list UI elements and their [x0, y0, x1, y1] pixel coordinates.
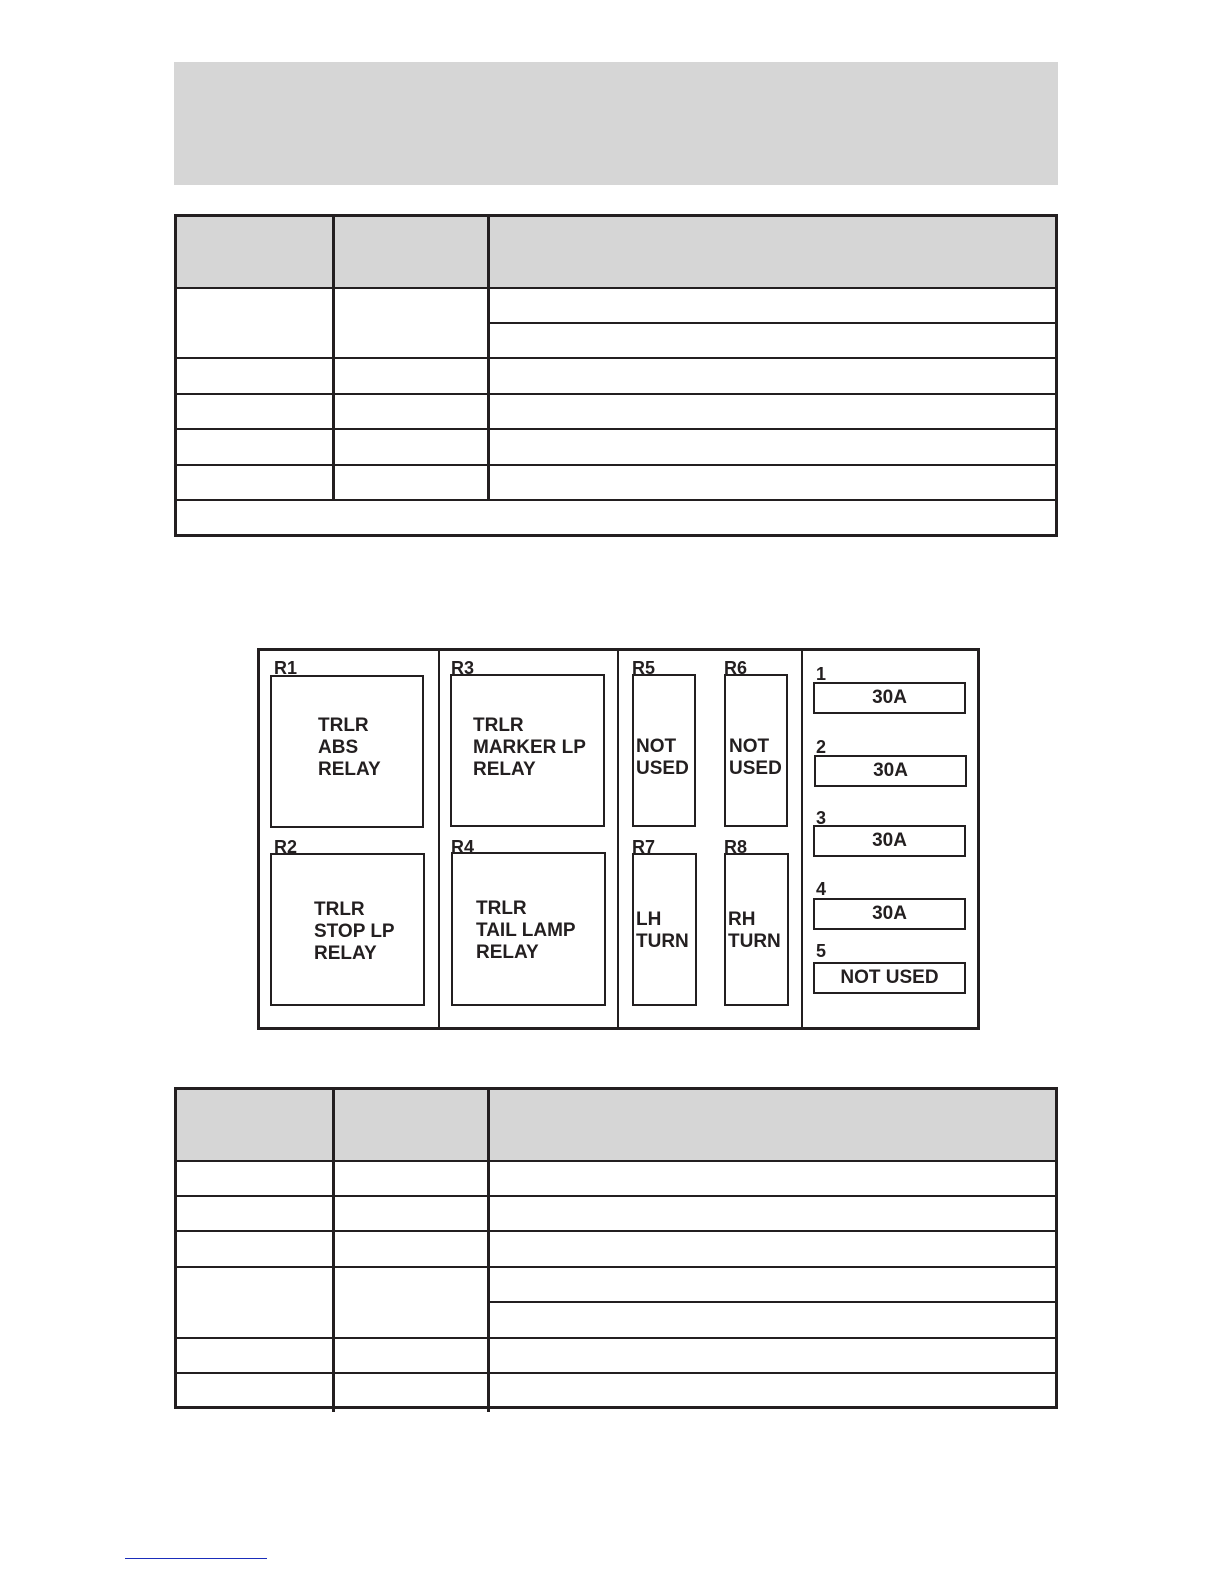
- relay-id-label: R4: [451, 837, 475, 857]
- table-row-divider: [489, 1301, 1055, 1303]
- section-divider: [617, 651, 619, 1027]
- relay-r2-label: [314, 899, 395, 965]
- relay-label-line: TRLR: [314, 899, 365, 920]
- table-row-divider: [177, 1195, 1055, 1197]
- table-header-row: [177, 217, 1055, 287]
- fuse-id-label: 5: [816, 941, 827, 961]
- table-row-divider: [177, 287, 1055, 289]
- relay-label-line: TURN: [728, 931, 781, 952]
- fuse-1: 30A: [813, 682, 966, 714]
- column-divider: [487, 1090, 490, 1412]
- fuse-4: 30A: [813, 898, 966, 930]
- relay-id-label: R2: [274, 837, 298, 857]
- relay-label-line: NOT: [636, 736, 677, 757]
- fuse-id-label: 3: [816, 808, 827, 828]
- relay-r7-label: [636, 909, 689, 953]
- relay-label-line: RELAY: [476, 942, 539, 963]
- relay-r8-label: [728, 909, 781, 953]
- table-row-divider: [489, 322, 1055, 324]
- fuse-id-label: 1: [816, 664, 827, 684]
- table-row-divider: [177, 1337, 1055, 1339]
- fuse-2: 30A: [814, 755, 967, 787]
- table-row-divider: [177, 393, 1055, 395]
- relay-label-line: STOP LP: [314, 921, 395, 942]
- relay-r5-label: [636, 736, 689, 780]
- table-row-divider: [177, 357, 1055, 359]
- fuse-table-lower: [174, 1087, 1058, 1409]
- fuse-3: 30A: [813, 825, 966, 857]
- table-row-divider: [177, 1230, 1055, 1232]
- relay-label-line: MARKER LP: [473, 737, 586, 758]
- relay-r1-label: [318, 715, 381, 781]
- footer-link-underline: [125, 1558, 267, 1559]
- relay-label-line: RH: [728, 909, 756, 930]
- relay-id-label: R1: [274, 658, 298, 678]
- relay-label-line: TAIL LAMP: [476, 920, 576, 941]
- relay-label-line: TRLR: [318, 715, 369, 736]
- fuse-id-label: 4: [816, 879, 827, 899]
- relay-r6-label: [729, 736, 782, 780]
- column-divider: [332, 1090, 335, 1412]
- relay-label-line: TRLR: [473, 715, 524, 736]
- relay-r3-label: [473, 715, 586, 781]
- fuse-5: NOT USED: [813, 962, 966, 994]
- table-row-divider: [177, 464, 1055, 466]
- relay-fuse-box-diagram: [257, 648, 980, 1030]
- table-row-divider: [177, 1372, 1055, 1374]
- table-row-divider: [177, 499, 1055, 501]
- relay-label-line: TRLR: [476, 898, 527, 919]
- page-header-band: [174, 62, 1058, 185]
- relay-label-line: TURN: [636, 931, 689, 952]
- fuse-table-upper: [174, 214, 1058, 537]
- relay-label-line: ABS: [318, 737, 359, 758]
- table-row-divider: [177, 1160, 1055, 1162]
- relay-id-label: R7: [632, 837, 656, 857]
- section-divider: [801, 651, 803, 1027]
- relay-label-line: RELAY: [318, 759, 381, 780]
- relay-label-line: USED: [729, 758, 782, 779]
- relay-id-label: R3: [451, 658, 475, 678]
- relay-id-label: R8: [724, 837, 748, 857]
- relay-label-line: NOT: [729, 736, 770, 757]
- fuse-id-label: 2: [816, 737, 827, 757]
- relay-label-line: LH: [636, 909, 662, 930]
- table-row-divider: [177, 428, 1055, 430]
- table-header-row: [177, 1090, 1055, 1160]
- relay-label-line: USED: [636, 758, 689, 779]
- relay-label-line: RELAY: [314, 943, 377, 964]
- section-divider: [438, 651, 440, 1027]
- table-row-divider: [177, 1266, 1055, 1268]
- relay-label-line: RELAY: [473, 759, 536, 780]
- relay-id-label: R6: [724, 658, 748, 678]
- relay-id-label: R5: [632, 658, 656, 678]
- relay-r4-label: [476, 898, 576, 964]
